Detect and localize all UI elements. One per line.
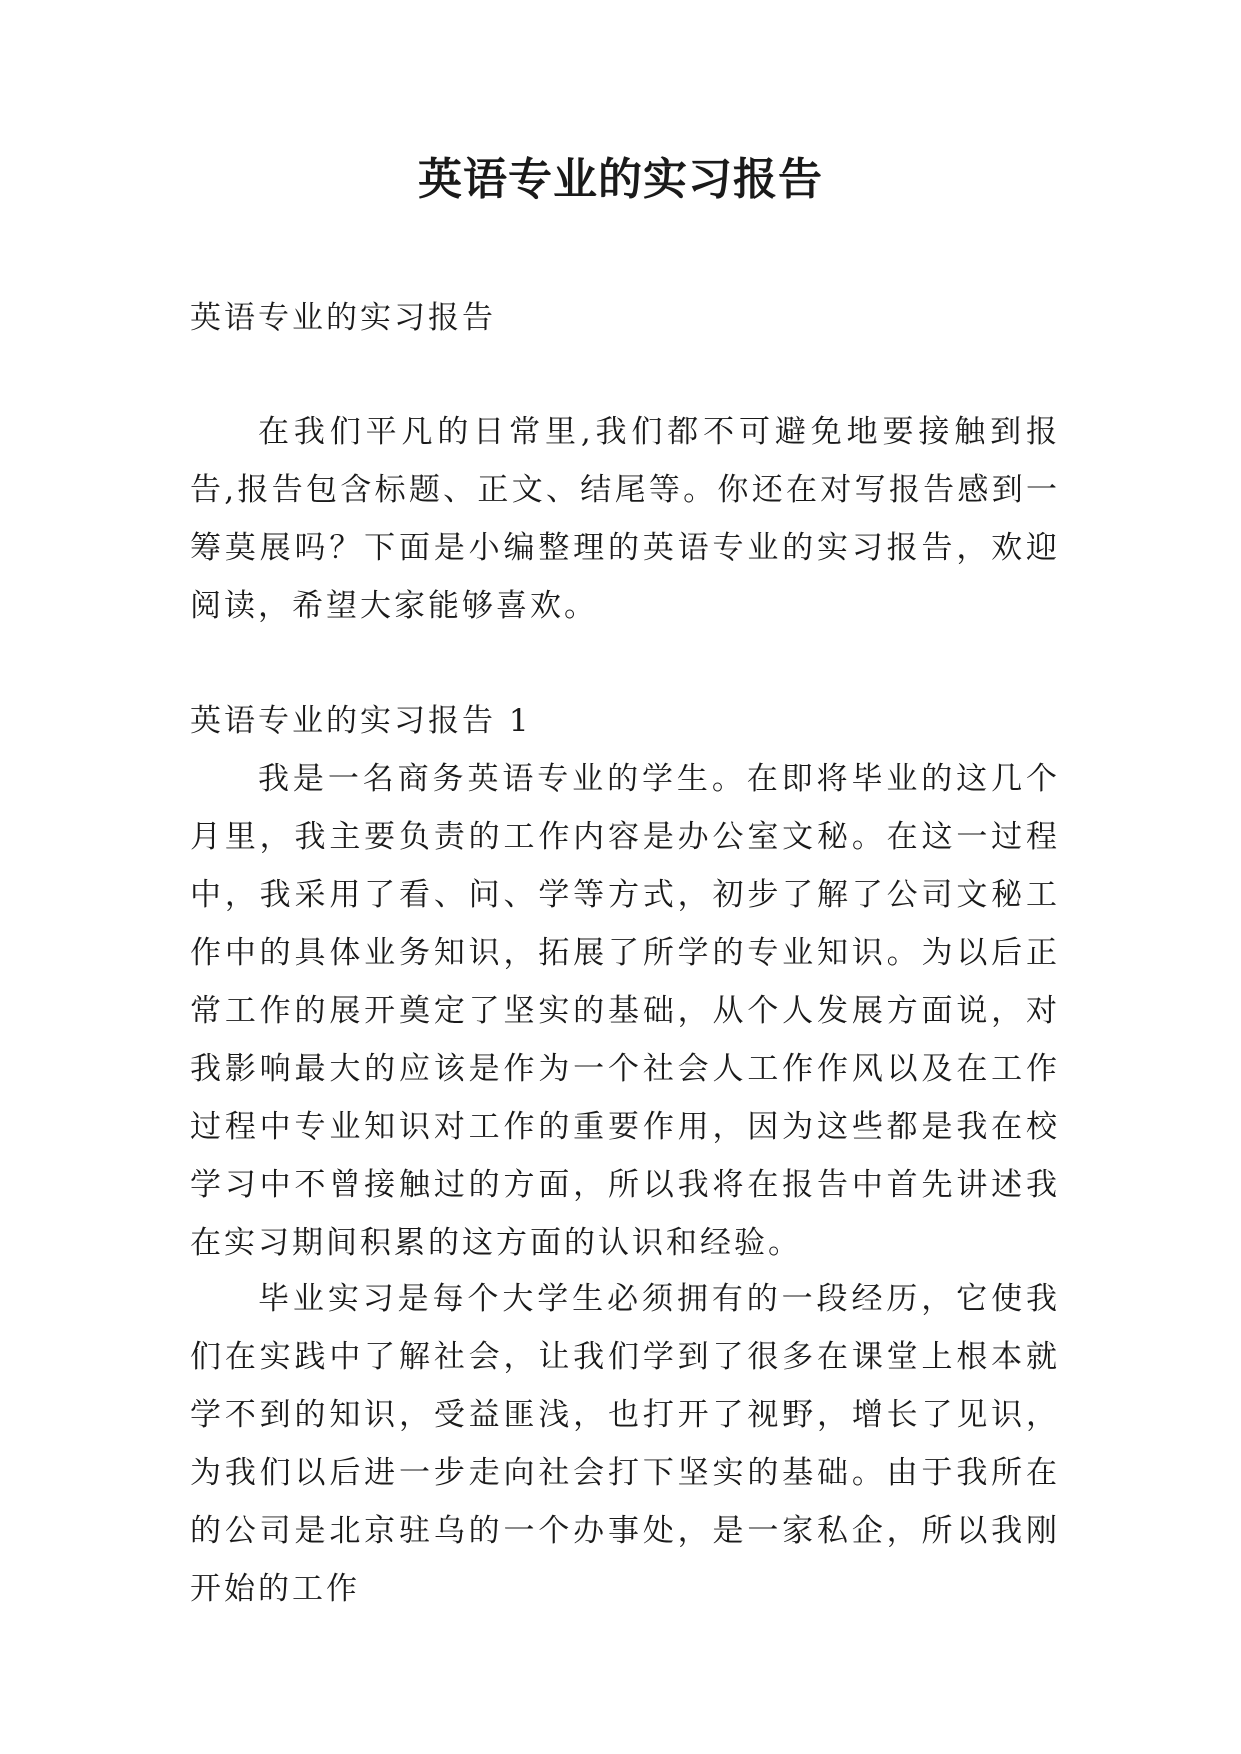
- body-paragraph-1: 我是一名商务英语专业的学生。在即将毕业的这几个月里，我主要负责的工作内容是办公室文秘。在这一过程中，我采用了看、问、学等方式，初步了解了公司文秘工作中的具体业务知识，拓展了所学的专业知识。为以后正常工作的展开奠定了坚实的基础，从个人发展方面说，对我影响最大的应该是作为一个社会人工作作风以及在工作过程中专业知识对工作的重要作用，因为这些都是我在校学习中不曾接触过的方面，所以我将在报告中首先讲述我在实习期间积累的这方面的认识和经验。: [190, 761, 1060, 1261]
- section-heading: 英语专业的实习报告 1: [190, 703, 532, 739]
- body-paragraph-2: 毕业实习是每个大学生必须拥有的一段经历，它使我们在实践中了解社会，让我们学到了很多在课堂上根本就学不到的知识，受益匪浅，也打开了视野，增长了见识，为我们以后进一步走向社会打下坚实的基础。由于我所在的公司是北京驻乌的一个办事处，是一家私企，所以我刚开始的工作: [190, 1281, 1060, 1607]
- document-title: 英语专业的实习报告: [418, 154, 823, 205]
- document-subtitle: 英语专业的实习报告: [190, 300, 496, 336]
- intro-paragraph: 在我们平凡的日常里,我们都不可避免地要接触到报告,报告包含标题、正文、结尾等。你还在对写报告感到一筹莫展吗？下面是小编整理的英语专业的实习报告，欢迎阅读，希望大家能够喜欢。: [190, 414, 1060, 624]
